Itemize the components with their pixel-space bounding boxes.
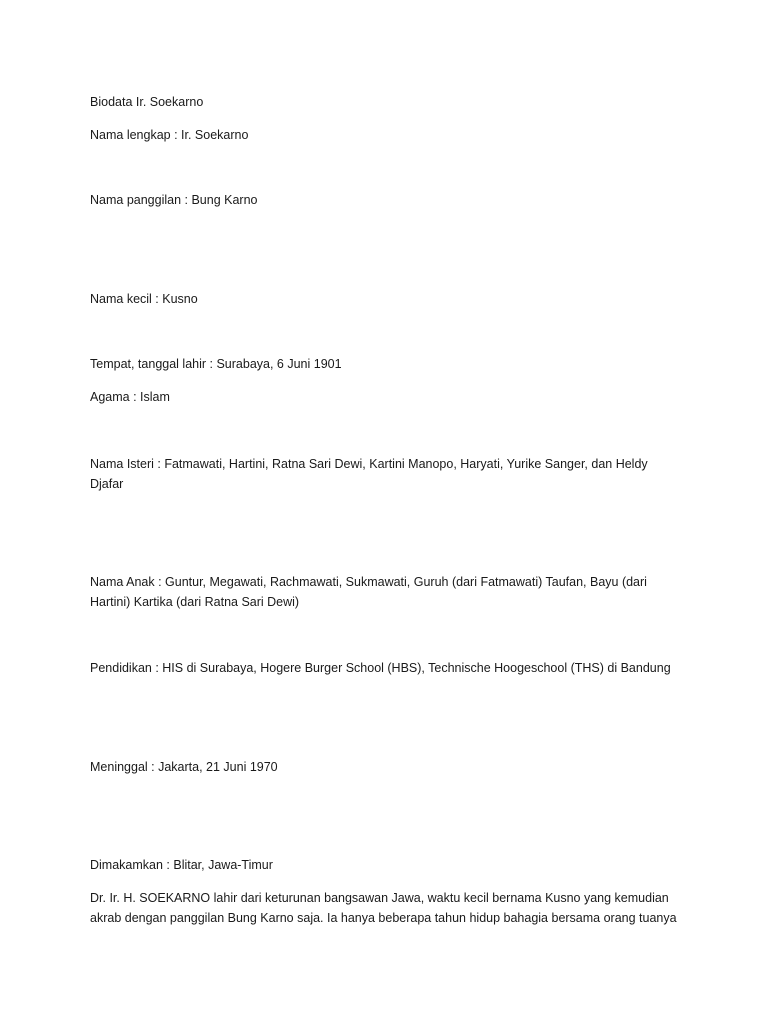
- field-dimakamkan: Dimakamkan : Blitar, Jawa-Timur: [90, 858, 273, 872]
- body-paragraph: Dr. Ir. H. SOEKARNO lahir dari keturunan bangsawan Jawa, waktu kecil bernama Kusno yang kemudian akrab dengan panggilan Bung Karno saja. Ia hanya beberapa tahun hidup bahagia bersama orang tuanya: [90, 891, 677, 925]
- field-agama: Agama : Islam: [90, 390, 170, 404]
- field-pendidikan: Pendidikan : HIS di Surabaya, Hogere Burger School (HBS), Technische Hoogeschool (THS) di Bandung: [90, 661, 671, 675]
- field-nama-kecil: Nama kecil : Kusno: [90, 292, 198, 306]
- field-nama-panggilan: Nama panggilan : Bung Karno: [90, 193, 258, 207]
- field-nama-isteri: Nama Isteri : Fatmawati, Hartini, Ratna Sari Dewi, Kartini Manopo, Haryati, Yurike Sanger, dan Heldy Djafar: [90, 457, 648, 491]
- document-title: Biodata Ir. Soekarno: [90, 95, 204, 109]
- field-meninggal: Meninggal : Jakarta, 21 Juni 1970: [90, 760, 278, 774]
- field-nama-lengkap: Nama lengkap : Ir. Soekarno: [90, 128, 249, 142]
- field-nama-anak: Nama Anak : Guntur, Megawati, Rachmawati, Sukmawati, Guruh (dari Fatmawati) Taufan, Bayu (dari Hartini) Kartika (dari Ratna Sari Dewi): [90, 575, 647, 609]
- field-tempat-tanggal-lahir: Tempat, tanggal lahir : Surabaya, 6 Juni 1901: [90, 357, 342, 371]
